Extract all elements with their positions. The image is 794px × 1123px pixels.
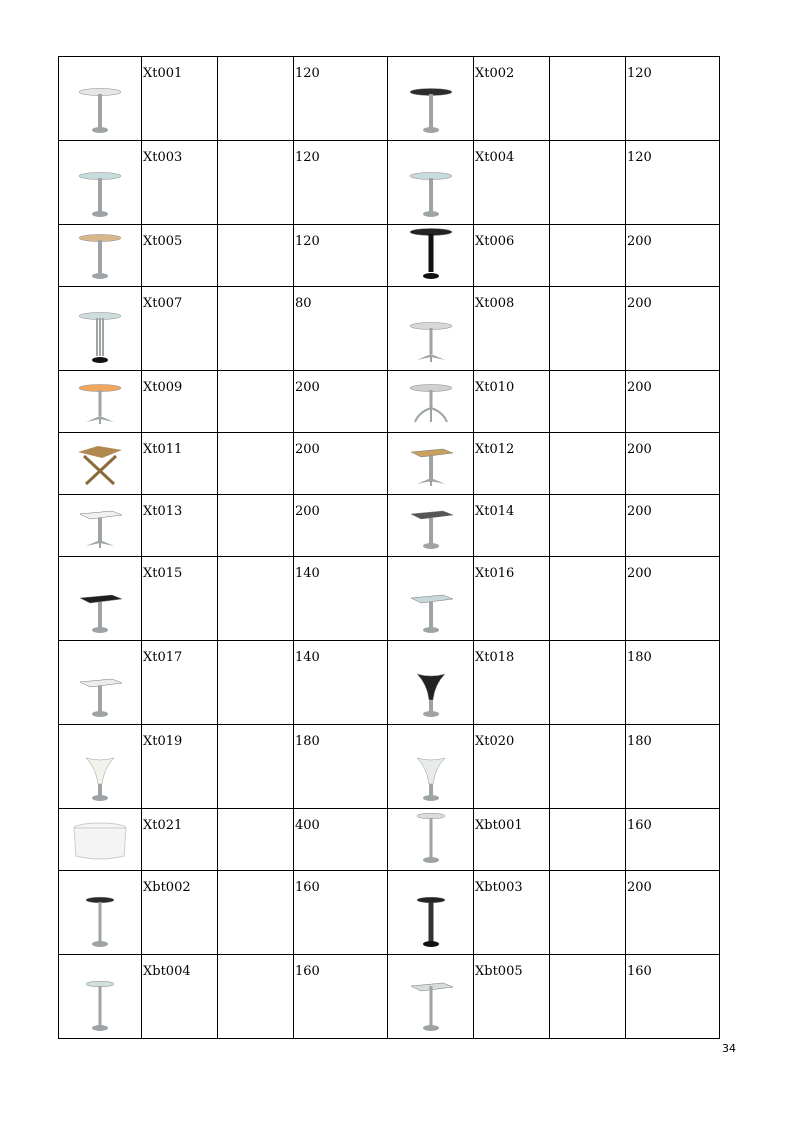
product-price: 200 [295, 380, 320, 395]
product-code-cell [142, 371, 218, 433]
table-row [59, 871, 720, 955]
blank-cell-cell [218, 725, 294, 809]
product-price: 160 [295, 964, 320, 979]
table-row [59, 725, 720, 809]
product-code-cell [474, 371, 550, 433]
product-code: Xt015 [143, 566, 183, 581]
blank-cell [550, 141, 625, 150]
square-white-table-icon [59, 492, 141, 552]
blank-cell-cell [550, 557, 626, 641]
product-code-cell [142, 225, 218, 287]
square-black-table-icon [59, 576, 141, 636]
product-image-cell [59, 641, 142, 725]
blank-cell [550, 225, 625, 234]
blank-cell-cell [550, 433, 626, 495]
product-price: 160 [295, 880, 320, 895]
product-price: 140 [295, 650, 320, 665]
table-row [59, 57, 720, 141]
product-code-cell [474, 57, 550, 141]
black-tulip-table-icon [388, 660, 473, 720]
blank-cell [218, 225, 293, 234]
product-image-cell [388, 287, 474, 371]
product-price: 140 [295, 566, 320, 581]
white-tulip-table-icon [59, 744, 141, 804]
table-row [59, 557, 720, 641]
product-price-cell [626, 809, 720, 871]
blank-cell-cell [550, 371, 626, 433]
product-code-cell [142, 495, 218, 557]
product-table [58, 56, 720, 1039]
blank-cell [550, 57, 625, 66]
product-image-cell [388, 557, 474, 641]
table-row [59, 141, 720, 225]
product-image-cell [388, 955, 474, 1039]
blank-cell [218, 557, 293, 566]
square-white-table-icon [59, 660, 141, 720]
product-code-cell [142, 287, 218, 371]
product-price-cell [626, 641, 720, 725]
blank-cell-cell [550, 495, 626, 557]
product-price: 160 [627, 964, 652, 979]
product-code-cell [474, 495, 550, 557]
product-image-cell [59, 955, 142, 1039]
blank-cell-cell [218, 287, 294, 371]
product-code-cell [142, 57, 218, 141]
product-price-cell [626, 433, 720, 495]
blank-cell [550, 557, 625, 566]
blank-cell [218, 809, 293, 818]
blank-cell-cell [550, 809, 626, 871]
product-price-cell [294, 809, 388, 871]
table-row [59, 955, 720, 1039]
product-price: 200 [627, 442, 652, 457]
product-code-cell [474, 871, 550, 955]
round-glass-triple-leg-table-icon [59, 306, 141, 366]
round-silver-cross-base-table-icon [388, 306, 473, 366]
blank-cell [550, 809, 625, 818]
product-image-cell [388, 871, 474, 955]
product-price: 180 [627, 650, 652, 665]
product-code: Xt020 [475, 734, 515, 749]
product-code: Xt008 [475, 296, 515, 311]
product-image-cell [59, 871, 142, 955]
product-image-cell [59, 809, 142, 871]
product-code: Xt005 [143, 234, 183, 249]
blank-cell-cell [550, 141, 626, 225]
blank-cell-cell [218, 641, 294, 725]
tall-glass-bar-table-icon [59, 974, 141, 1034]
product-code: Xt021 [143, 818, 183, 833]
tall-bar-table-icon [388, 806, 473, 866]
product-price: 200 [627, 234, 652, 249]
blank-cell [218, 287, 293, 296]
product-code-cell [474, 287, 550, 371]
product-code: Xt004 [475, 150, 515, 165]
product-price-cell [626, 141, 720, 225]
blank-cell-cell [218, 809, 294, 871]
blank-cell-cell [218, 955, 294, 1039]
blank-cell [218, 57, 293, 66]
product-price-cell [626, 57, 720, 141]
product-image-cell [59, 287, 142, 371]
blank-cell [218, 955, 293, 964]
draped-round-table-icon [59, 806, 141, 866]
product-price-cell [294, 641, 388, 725]
blank-cell-cell [218, 57, 294, 141]
blank-cell [218, 871, 293, 880]
product-code: Xbt005 [475, 964, 523, 979]
product-price-cell [626, 557, 720, 641]
product-price-cell [626, 955, 720, 1039]
page-number: 34 [722, 1042, 736, 1055]
blank-cell-cell [550, 725, 626, 809]
product-price-cell [294, 433, 388, 495]
product-code: Xt017 [143, 650, 183, 665]
product-code: Xbt004 [143, 964, 191, 979]
product-price-cell [294, 57, 388, 141]
blank-cell [550, 955, 625, 964]
product-code-cell [474, 225, 550, 287]
product-price: 200 [627, 380, 652, 395]
product-code: Xbt003 [475, 880, 523, 895]
product-price-cell [294, 371, 388, 433]
blank-cell [218, 141, 293, 150]
product-image-cell [388, 371, 474, 433]
product-image-cell [388, 725, 474, 809]
product-image-cell [388, 641, 474, 725]
product-code: Xt003 [143, 150, 183, 165]
product-image-cell [59, 725, 142, 809]
product-image-cell [388, 495, 474, 557]
product-image-cell [59, 557, 142, 641]
product-price: 200 [627, 880, 652, 895]
product-image-cell [388, 433, 474, 495]
product-code: Xt018 [475, 650, 515, 665]
blank-cell-cell [550, 225, 626, 287]
product-code: Xt016 [475, 566, 515, 581]
product-price: 200 [295, 504, 320, 519]
product-price-cell [626, 225, 720, 287]
table-row [59, 641, 720, 725]
product-code-cell [474, 809, 550, 871]
blank-cell [550, 495, 625, 504]
product-price-cell [294, 495, 388, 557]
product-price: 180 [295, 734, 320, 749]
blank-cell-cell [218, 557, 294, 641]
product-code: Xt014 [475, 504, 515, 519]
square-glass-table-icon [388, 576, 473, 636]
blank-cell [550, 287, 625, 296]
product-code: Xt001 [143, 66, 183, 81]
product-code: Xbt002 [143, 880, 191, 895]
product-image-cell [388, 141, 474, 225]
product-price-cell [626, 725, 720, 809]
product-code: Xt013 [143, 504, 183, 519]
product-code-cell [474, 641, 550, 725]
blank-cell [218, 433, 293, 442]
product-price: 400 [295, 818, 320, 833]
product-code-cell [142, 433, 218, 495]
product-code-cell [474, 433, 550, 495]
product-code: Xt010 [475, 380, 515, 395]
blank-cell [218, 371, 293, 380]
product-image-cell [59, 371, 142, 433]
square-grey-table-icon [388, 492, 473, 552]
product-price-cell [294, 725, 388, 809]
product-code-cell [142, 809, 218, 871]
blank-cell [218, 495, 293, 504]
product-price: 200 [295, 442, 320, 457]
blank-cell [218, 725, 293, 734]
blank-cell-cell [550, 955, 626, 1039]
round-white-table-icon [59, 76, 141, 136]
product-price: 180 [627, 734, 652, 749]
folding-wood-table-icon [59, 430, 141, 490]
table-row [59, 433, 720, 495]
round-silver-spider-base-table-icon [388, 368, 473, 428]
product-price-cell [294, 141, 388, 225]
white-tulip-table-icon [388, 744, 473, 804]
product-code-cell [142, 141, 218, 225]
product-image-cell [388, 809, 474, 871]
blank-cell-cell [218, 433, 294, 495]
product-code: Xt007 [143, 296, 183, 311]
round-black-pedestal-table-icon [388, 222, 473, 282]
table-row [59, 495, 720, 557]
blank-cell-cell [218, 495, 294, 557]
table-row [59, 287, 720, 371]
product-code: Xt019 [143, 734, 183, 749]
blank-cell-cell [218, 141, 294, 225]
tall-black-bar-table-icon [388, 890, 473, 950]
product-price: 160 [627, 818, 652, 833]
blank-cell-cell [550, 641, 626, 725]
blank-cell-cell [218, 871, 294, 955]
tall-bar-table-icon [59, 890, 141, 950]
blank-cell-cell [550, 57, 626, 141]
product-code-cell [474, 955, 550, 1039]
product-code-cell [142, 557, 218, 641]
product-price: 200 [627, 504, 652, 519]
product-code-cell [142, 871, 218, 955]
product-image-cell [59, 225, 142, 287]
product-code-cell [474, 725, 550, 809]
blank-cell [550, 871, 625, 880]
blank-cell-cell [218, 225, 294, 287]
product-code-cell [142, 955, 218, 1039]
product-price: 200 [627, 566, 652, 581]
round-glass-table-icon [59, 160, 141, 220]
product-image-cell [59, 57, 142, 141]
blank-cell [550, 641, 625, 650]
product-price-cell [626, 871, 720, 955]
round-wood-table-icon [59, 222, 141, 282]
product-price: 200 [627, 296, 652, 311]
square-wood-table-icon [388, 430, 473, 490]
product-price-cell [294, 225, 388, 287]
product-price-cell [294, 287, 388, 371]
round-black-table-icon [388, 76, 473, 136]
round-glass-table-icon [388, 160, 473, 220]
blank-cell-cell [218, 371, 294, 433]
product-code: Xt012 [475, 442, 515, 457]
round-orange-cross-base-table-icon [59, 368, 141, 428]
product-image-cell [388, 57, 474, 141]
product-price-cell [626, 287, 720, 371]
blank-cell-cell [550, 871, 626, 955]
product-price: 120 [295, 66, 320, 81]
product-code: Xbt001 [475, 818, 523, 833]
product-code-cell [474, 557, 550, 641]
table-row [59, 809, 720, 871]
product-code-cell [142, 641, 218, 725]
product-image-cell [388, 225, 474, 287]
product-code: Xt009 [143, 380, 183, 395]
blank-cell [218, 641, 293, 650]
product-price-cell [294, 557, 388, 641]
product-price-cell [626, 495, 720, 557]
product-code: Xt002 [475, 66, 515, 81]
product-code: Xt006 [475, 234, 515, 249]
product-image-cell [59, 141, 142, 225]
product-price: 120 [295, 150, 320, 165]
table-row [59, 371, 720, 433]
blank-cell [550, 725, 625, 734]
product-price: 120 [627, 150, 652, 165]
product-code-cell [474, 141, 550, 225]
product-image-cell [59, 495, 142, 557]
blank-cell [550, 433, 625, 442]
tall-square-bar-table-icon [388, 974, 473, 1034]
product-price-cell [294, 955, 388, 1039]
product-code: Xt011 [143, 442, 183, 457]
blank-cell [550, 371, 625, 380]
product-code-cell [142, 725, 218, 809]
product-image-cell [59, 433, 142, 495]
product-price: 120 [627, 66, 652, 81]
table-row [59, 225, 720, 287]
product-price-cell [626, 371, 720, 433]
product-price: 120 [295, 234, 320, 249]
product-price: 80 [295, 296, 312, 311]
product-price-cell [294, 871, 388, 955]
blank-cell-cell [550, 287, 626, 371]
